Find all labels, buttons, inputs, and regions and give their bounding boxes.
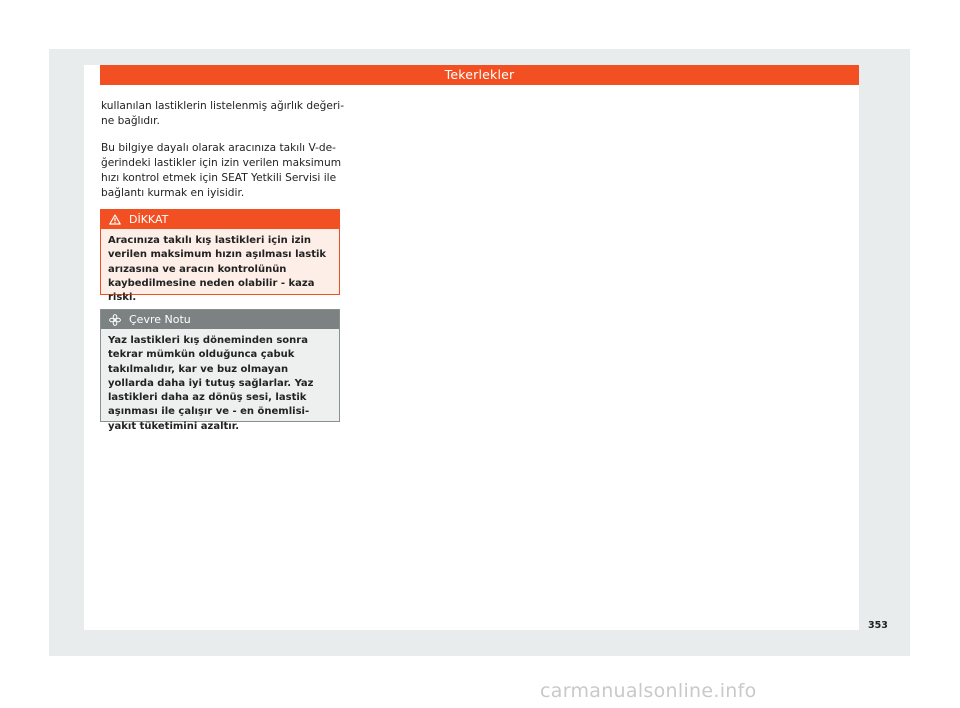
warning-box bbox=[100, 209, 340, 304]
watermark: carmanualsonline.info bbox=[540, 680, 757, 702]
flower-icon bbox=[109, 314, 121, 326]
warning-header bbox=[101, 210, 339, 229]
warning-text: Aracınıza takılı kış lastikleri için izin verilen maksimum hızın aşılması lastik arızasına ve aracın kontrolünün kaybedilmesine neden olabilir - kaza riski. bbox=[108, 235, 327, 304]
eco-note-box bbox=[100, 309, 340, 432]
body-paragraph-2: Bu bilgiye dayalı olarak aracınıza takılı V-değerindeki lastikler için izin verilen maksimum hızı kontrol etmek için SEAT Yetkili Servisi ile bağlantı kurmak en iyisidir. bbox=[101, 142, 342, 199]
eco-note-text: Yaz lastikleri kış döneminden sonra tekrar mümkün olduğunca çabuk takılmalıdır, kar ve buz olmayan yollarda daha iyi tutuş sağlarlar. Yaz lastikleri daha az dönüş sesi, lastik aşınması ile çalışır ve - en önemlisi- yakıt tüketimini azaltır. bbox=[108, 335, 314, 432]
eco-note-header bbox=[101, 310, 339, 329]
warning-title: DİKKAT bbox=[129, 213, 169, 226]
eco-note-title: Çevre Notu bbox=[129, 313, 191, 326]
warning-triangle-icon bbox=[109, 214, 121, 225]
section-header: Tekerlekler bbox=[100, 65, 859, 85]
page-number: 353 bbox=[868, 620, 888, 631]
body-paragraph-1: kullanılan lastiklerin listelenmiş ağırlık değerine bağlıdır. bbox=[101, 100, 345, 127]
